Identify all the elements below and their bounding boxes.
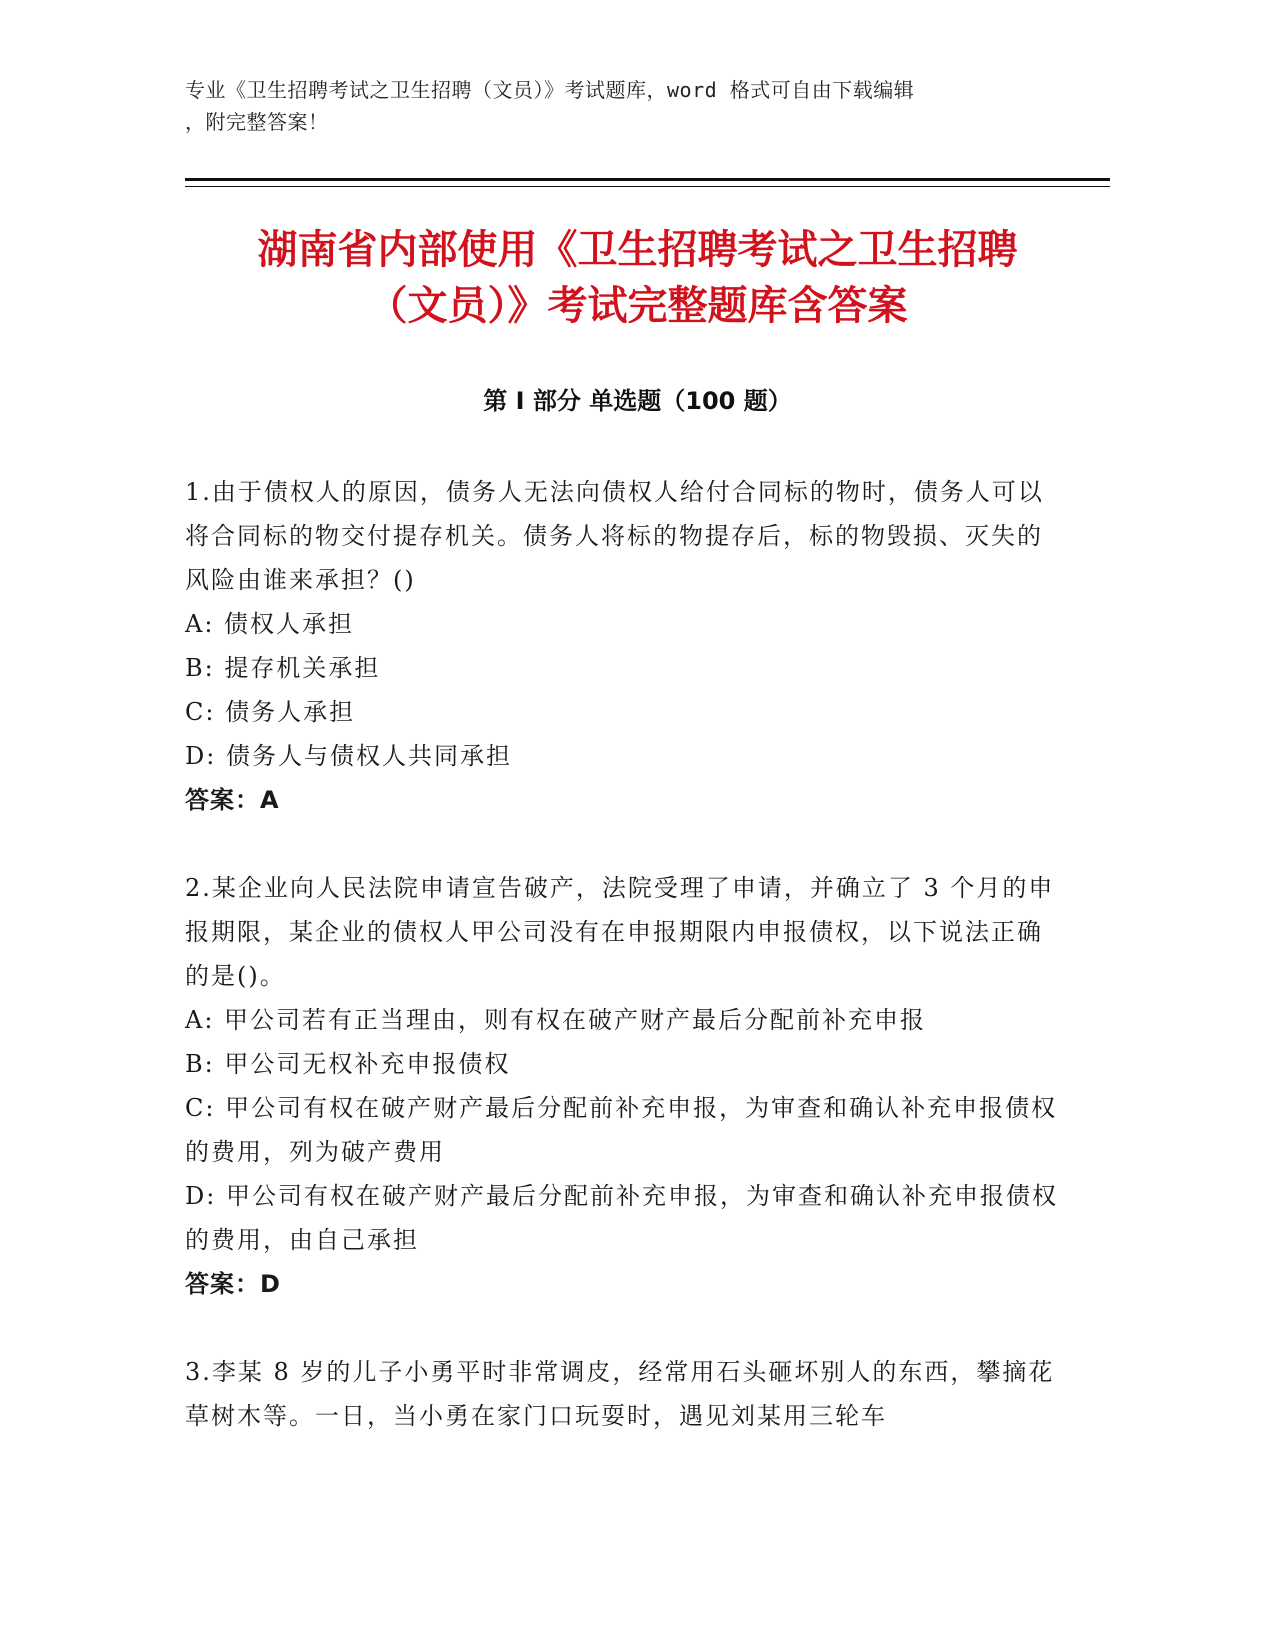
header-rule-thin	[185, 186, 1110, 187]
header-note-line-2: ，附完整答案！	[185, 110, 329, 134]
question-3	[185, 1350, 1065, 1438]
section-title: 第 I 部分 单选题（100 题）	[483, 387, 792, 415]
option-b: B: 甲公司无权补充申报债权	[185, 1050, 511, 1078]
option-c: C: 债务人承担	[185, 698, 356, 726]
document-title-line-2: （文员）》考试完整题库含答案	[367, 283, 908, 329]
question-stem: 2.某企业向人民法院申请宣告破产，法院受理了申请，并确立了 3 个月的申报期限，某企业的债权人甲公司没有在申报期限内申报债权，以下说法正确的是()。	[185, 874, 1055, 990]
question-stem: 3.李某 8 岁的儿子小勇平时非常调皮，经常用石头砸坏别人的东西，攀摘花草树木等。一日，当小勇在家门口玩耍时，遇见刘某用三轮车	[185, 1358, 1055, 1430]
question-1	[185, 470, 1065, 822]
header-note-line-1: 专业《卫生招聘考试之卫生招聘（文员）》考试题库，word 格式可自由下载编辑	[185, 78, 915, 102]
document-title	[150, 222, 1125, 334]
question-answer: 答案：D	[185, 1270, 281, 1298]
header-rule-thick	[185, 178, 1110, 181]
question-2	[185, 866, 1065, 1306]
option-d: D: 债务人与债权人共同承担	[185, 742, 512, 770]
option-d: D: 甲公司有权在破产财产最后分配前补充申报，为审查和确认补充申报债权的费用，由自己承担	[185, 1182, 1058, 1254]
option-b: B: 提存机关承担	[185, 654, 381, 682]
option-a: A: 债权人承担	[185, 610, 355, 638]
question-stem: 1.由于债权人的原因，债务人无法向债权人给付合同标的物时，债务人可以将合同标的物交付提存机关。债务人将标的物提存后，标的物毁损、灭失的风险由谁来承担？()	[185, 478, 1044, 594]
option-c: C: 甲公司有权在破产财产最后分配前补充申报，为审查和确认补充申报债权的费用，列为破产费用	[185, 1094, 1058, 1166]
question-answer: 答案：A	[185, 786, 280, 814]
question-list	[185, 470, 1065, 1482]
document-title-line-1: 湖南省内部使用《卫生招聘考试之卫生招聘	[257, 227, 1018, 273]
option-a: A: 甲公司若有正当理由，则有权在破产财产最后分配前补充申报	[185, 1006, 927, 1034]
header-note	[185, 74, 1055, 138]
